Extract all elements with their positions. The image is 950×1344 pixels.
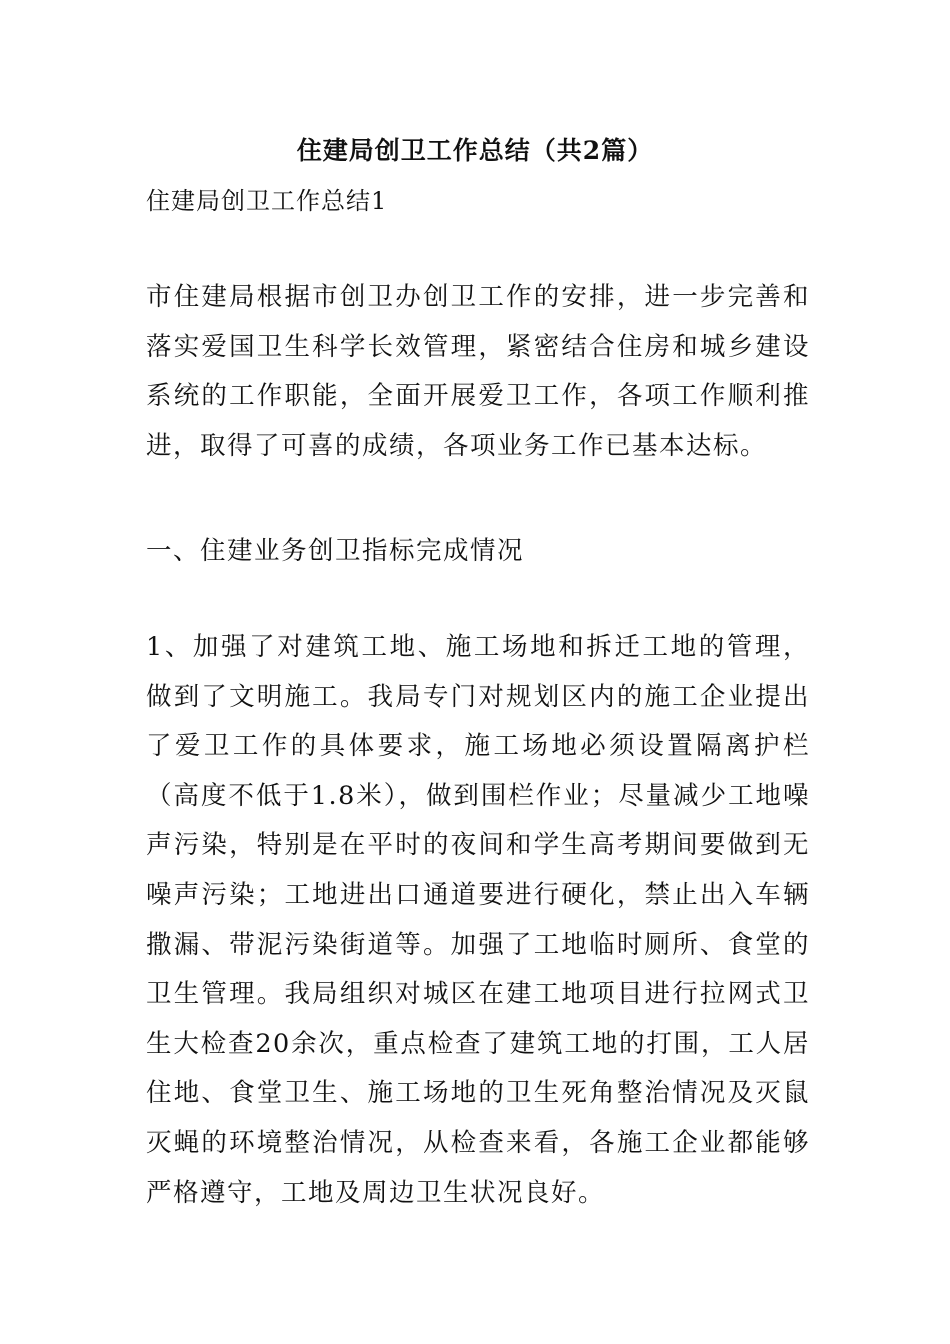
document-title: 住建局创卫工作总结（共2篇）: [296, 136, 654, 165]
section-heading: 一、住建业务创卫指标完成情况: [146, 536, 525, 566]
intro-paragraph: 市住建局根据市创卫办创卫工作的安排，进一步完善和落实爱国卫生科学长效管理，紧密结合住房和城乡建设系统的工作职能，全面开展爱卫工作，各项工作顺利推进，取得了可喜的成绩，各项业务工作已基本达标。: [146, 282, 810, 461]
item-1-paragraph: 1、加强了对建筑工地、施工场地和拆迁工地的管理，做到了文明施工。我局专门对规划区内的施工企业提出了爱卫工作的具体要求，施工场地必须设置隔离护栏（高度不低于1.8米），做到围栏作业；尽量减少工地噪声污染，特别是在平时的夜间和学生高考期间要做到无噪声污染；工地进出口通道要进行硬化，禁止出入车辆撒漏、带泥污染街道等。加强了工地临时厕所、食堂的卫生管理。我局组织对城区在建工地项目进行拉网式卫生大检查20余次，重点检查了建筑工地的打围，工人居住地、食堂卫生、施工场地的卫生死角整治情况及灭鼠灭蝇的环境整治情况，从检查来看，各施工企业都能够严格遵守，工地及周边卫生状况良好。: [146, 632, 810, 1208]
document-subtitle: 住建局创卫工作总结1: [146, 187, 388, 215]
